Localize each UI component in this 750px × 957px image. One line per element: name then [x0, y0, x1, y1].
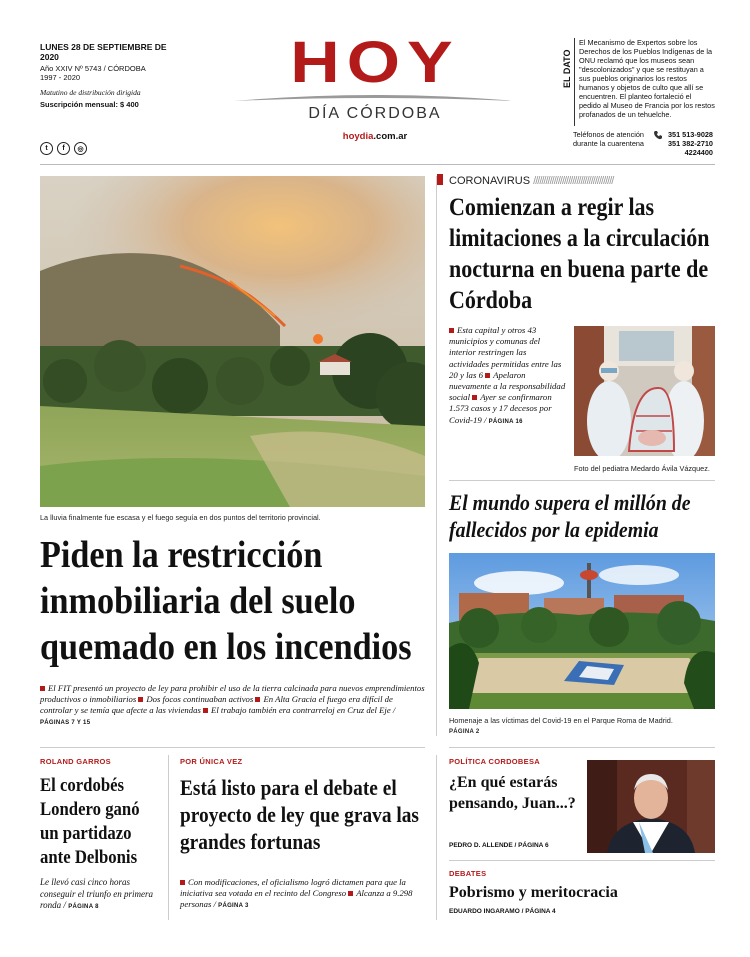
el-dato-label: EL DATO	[562, 49, 572, 88]
fortunas-deck: Con modificaciones, el oficialismo logró dictamen para que la iniciativa sea votada en el recinto del Congreso Alcanza a 9.298 personas / PÁGINA 3	[180, 877, 413, 909]
madrid-caption-text: Homenaje a las víctimas del Covid-19 en el Parque Roma de Madrid.	[449, 716, 673, 725]
world-headline[interactable]: El mundo supera el millón de fallecidos por la epidemia	[449, 490, 691, 542]
bullet-square	[138, 697, 143, 702]
politica-headline[interactable]: ¿En qué estarás pensando, Juan...?	[449, 774, 576, 812]
bullet-square	[485, 373, 490, 378]
roland-deck: Le llevó casi cinco horas conseguir el triunfo en primera ronda / PÁGINA 8	[40, 877, 153, 910]
madrid-photo-image	[449, 553, 715, 709]
governor-photo-image	[587, 760, 715, 853]
section-divider	[449, 480, 715, 481]
main-bullet: En Alta Gracia el fuego era difícil de controlar y se temía que afecte a las viviendas	[40, 694, 393, 715]
social-links	[40, 142, 87, 155]
bottom-divider-small	[449, 860, 715, 861]
logo-wordmark: HOY	[290, 30, 460, 95]
phone-icon	[653, 130, 663, 140]
corona-bullet: Ayer se confirmaron 1.573 casos y 17 decesos por Covid-19	[449, 392, 552, 425]
bullet-square	[180, 880, 185, 885]
el-dato-divider	[574, 38, 575, 126]
madrid-photo-caption	[449, 716, 715, 737]
main-deck: El FIT presentó un proyecto de ley para prohibir el uso de la tierra calcinada para nuevos emprendimientos productivos o inmobiliarios Dos focos continuaban activos En Alta Gracia el fuego era difícil de controlar y se temía que afecte a las viviendas El trabajo también era contrarreloj en Cruz del Eje / PÁGINAS 7 Y 15	[40, 683, 425, 726]
facebook-icon[interactable]: f	[57, 142, 70, 155]
debates-headline[interactable]: Pobrismo y meritocracia	[449, 884, 618, 901]
page-ref: PÁGINA 8	[68, 904, 99, 910]
fortunas-headline[interactable]: Está listo para el debate el proyecto de ley que grava las grandes fortunas	[180, 775, 419, 854]
fire-photo-caption: La lluvia finalmente fue escasa y el fuego seguía en dos puntos del territorio provincial.	[40, 513, 321, 522]
website-link[interactable]	[230, 131, 520, 142]
bullet-square	[449, 328, 454, 333]
phone-number[interactable]: 351 513-9028	[667, 130, 713, 139]
fortunas-bullet: Con modificaciones, el oficialismo logró dictamen para que la iniciativa sea votada en el recinto del Congreso	[180, 877, 406, 898]
phone-numbers	[665, 130, 713, 157]
politica-byline: PEDRO D. ALLENDE / PÁGINA 6	[449, 842, 549, 849]
bullet-square	[348, 891, 353, 896]
main-bullet: Dos focos continuaban activos	[146, 694, 254, 704]
section-coronavirus	[437, 174, 715, 187]
debates-byline: EDUARDO INGARAMO / PÁGINA 4	[449, 908, 556, 915]
el-dato-text: El Mecanismo de Expertos sobre los Derechos de los Pueblos Indígenas de la ONU reclamó que los museos sean "descolonizados" y que se restituyan a sus pueblos originarios los restos humanos y objetos de culto que allí se encuentren. El planteo fortaleció el pedido al Museo de Francia por los restos profanados de un tehuelche.	[579, 38, 715, 119]
column-divider	[436, 755, 437, 920]
masthead-divider	[40, 164, 715, 165]
issue-edition: Año XXIV Nº 5743 / CÓRDOBA	[40, 64, 146, 73]
main-headline[interactable]: Piden la restricción inmobiliaria del suelo quemado en los incendios	[40, 534, 412, 668]
page-ref: PÁGINA 2	[449, 729, 480, 735]
distribution-note: Matutino de distribución dirigida	[40, 88, 141, 97]
twitter-icon[interactable]: t	[40, 142, 53, 155]
hospital-photo[interactable]	[574, 326, 715, 456]
section-label: CORONAVIRUS	[449, 175, 531, 187]
debates-kicker: DEBATES	[449, 869, 487, 878]
section-marker	[437, 174, 443, 185]
bullet-square	[40, 686, 45, 691]
phone-number[interactable]: 4224400	[684, 148, 713, 157]
logo-city: DÍA CÓRDOBA	[308, 105, 442, 122]
fortunas-kicker: POR ÚNICA VEZ	[180, 757, 243, 766]
fortunas-bullet: Alcanza a 9.298 personas	[180, 888, 413, 909]
bottom-divider-right	[449, 747, 715, 748]
bottom-divider	[40, 747, 425, 748]
corona-bullet: Esta capital y otros 43 municipios y comunas del interior restringen las actividades permitidas entre las 20 y las 6	[449, 325, 562, 380]
politica-kicker: POLÍTICA CORDOBESA	[449, 757, 540, 766]
roland-headline[interactable]: El cordobés Londero ganó un partidazo ante Delbonis	[40, 775, 140, 868]
roland-deck-text: Le llevó casi cinco horas conseguir el triunfo en primera ronda	[40, 877, 153, 910]
corona-headline[interactable]: Comienzan a regir las limitaciones a la circulación nocturna en buena parte de Córdoba	[449, 194, 710, 314]
hospital-photo-caption: Foto del pediatra Medardo Ávila Vázquez.	[574, 464, 710, 473]
roland-kicker: ROLAND GARROS	[40, 757, 111, 766]
issue-date: LUNES 28 DE SEPTIEMBRE DE 2020	[40, 42, 167, 62]
hospital-photo-image	[574, 326, 715, 456]
fire-photo-image	[40, 176, 425, 507]
corona-bullet: Apelaron nuevamente a la responsabilidad social	[449, 369, 566, 403]
page-ref: PÁGINA 16	[488, 418, 523, 425]
bullet-square	[203, 708, 208, 713]
website-prefix: hoydia	[342, 131, 374, 142]
column-divider	[436, 176, 437, 736]
bullet-square	[255, 697, 260, 702]
column-divider	[168, 755, 169, 920]
main-bullet: El trabajo también era contrarreloj en Cruz del Eje	[211, 705, 391, 715]
fire-photo[interactable]	[40, 176, 425, 507]
main-bullet: El FIT presentó un proyecto de ley para prohibir el uso de la tierra calcinada para nuevos emprendimientos productivos o inmobiliarios	[40, 683, 425, 704]
masthead-logo[interactable]	[230, 30, 520, 142]
phones-label: Teléfonos de atención durante la cuarentena	[573, 130, 644, 148]
bullet-square	[472, 395, 477, 400]
phone-number[interactable]: 351 382-2710	[667, 139, 713, 148]
madrid-photo[interactable]	[449, 553, 715, 709]
issue-years: 1997 - 2020	[40, 73, 81, 82]
page-ref: PÁGINA 3	[218, 903, 249, 909]
corona-deck: Esta capital y otros 43 municipios y comunas del interior restringen las actividades permitidas entre las 20 y las 6 Apelaron nuevamente a la responsabilidad social Ayer se confirmaron 1.573 casos y 17 decesos por Covid-19 / PÁGINA 16	[449, 325, 566, 425]
governor-photo[interactable]	[587, 760, 715, 853]
page-ref: PÁGINAS 7 Y 15	[40, 720, 91, 726]
instagram-icon[interactable]: ◎	[74, 142, 87, 155]
section-slashes: ///////////////////////////////////////	[533, 175, 614, 187]
website-suffix: .com.ar	[373, 131, 408, 142]
issue-info	[40, 42, 180, 109]
subscription-price: Suscripción mensual: $ 400	[40, 100, 139, 109]
